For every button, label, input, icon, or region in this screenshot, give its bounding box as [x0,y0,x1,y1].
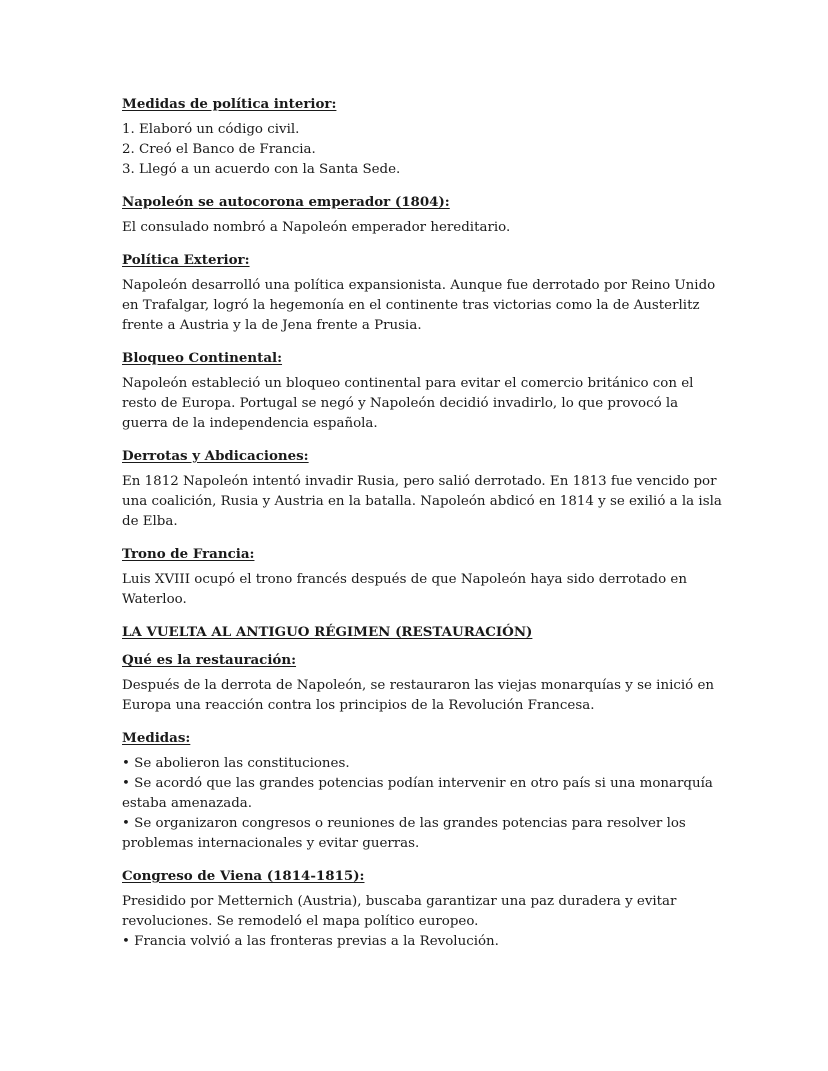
section-medidas [122,728,728,854]
numbered-list [122,120,728,180]
section-heading: Bloqueo Continental: [122,350,283,366]
section-heading: Trono de Francia: [122,546,255,562]
section-autocorona [122,192,728,238]
section-trono [122,544,728,610]
section-heading: Medidas: [122,730,191,746]
section-derrotas [122,446,728,532]
list-item: 2. Creó el Banco de Francia. [122,142,316,157]
section-heading: Política Exterior: [122,252,250,268]
list-item: • Se acordó que las grandes potencias podían intervenir en otro país si una monarquía estaba amenazada. [122,776,713,811]
section-heading: Medidas de política interior: [122,96,337,112]
section-heading: Derrotas y Abdicaciones: [122,448,309,464]
section-congreso-viena [122,866,728,952]
section-paragraph: El consulado nombró a Napoleón emperador hereditario. [122,220,511,235]
major-heading: LA VUELTA AL ANTIGUO RÉGIMEN (RESTAURACIÓN) [122,624,533,640]
list-item: • Se organizaron congresos o reuniones de las grandes potencias para resolver los problemas internacionales y evitar guerras. [122,816,686,851]
section-restauracion-title [122,622,728,642]
list-item: 1. Elaboró un código civil. [122,122,300,137]
paragraph-lines [122,892,728,952]
section-politica-interior [122,94,728,180]
list-item: • Francia volvió a las fronteras previas a la Revolución. [122,934,499,949]
section-paragraph: Napoleón estableció un bloqueo continental para evitar el comercio británico con el resto de Europa. Portugal se negó y Napoleón decidió invadirlo, lo que provocó la guerra de la independencia española. [122,376,694,431]
section-heading: Congreso de Viena (1814-1815): [122,868,365,884]
list-item: • Se abolieron las constituciones. [122,756,350,771]
section-paragraph: Después de la derrota de Napoleón, se restauraron las viejas monarquías y se inició en Europa una reacción contra los principios de la Revolución Francesa. [122,678,714,713]
section-bloqueo [122,348,728,434]
section-paragraph: En 1812 Napoleón intentó invadir Rusia, pero salió derrotado. En 1813 fue vencido por una coalición, Rusia y Austria en la batalla. Napoleón abdicó en 1814 y se exilió a la isla de Elba. [122,474,722,529]
section-heading: Napoleón se autocorona emperador (1804): [122,194,450,210]
section-politica-exterior [122,250,728,336]
section-paragraph: Napoleón desarrolló una política expansionista. Aunque fue derrotado por Reino Unido en Trafalgar, logró la hegemonía en el continente tras victorias como la de Austerlitz frente a Austria y la de Jena frente a Prusia. [122,278,716,333]
bullet-list [122,754,728,854]
section-paragraph: Presidido por Metternich (Austria), buscaba garantizar una paz duradera y evitar revoluciones. Se remodeló el mapa político europeo. [122,894,677,929]
section-heading: Qué es la restauración: [122,652,297,668]
list-item: 3. Llegó a un acuerdo con la Santa Sede. [122,162,401,177]
section-que-es [122,650,728,716]
section-paragraph: Luis XVIII ocupó el trono francés después de que Napoleón haya sido derrotado en Waterloo. [122,572,687,607]
